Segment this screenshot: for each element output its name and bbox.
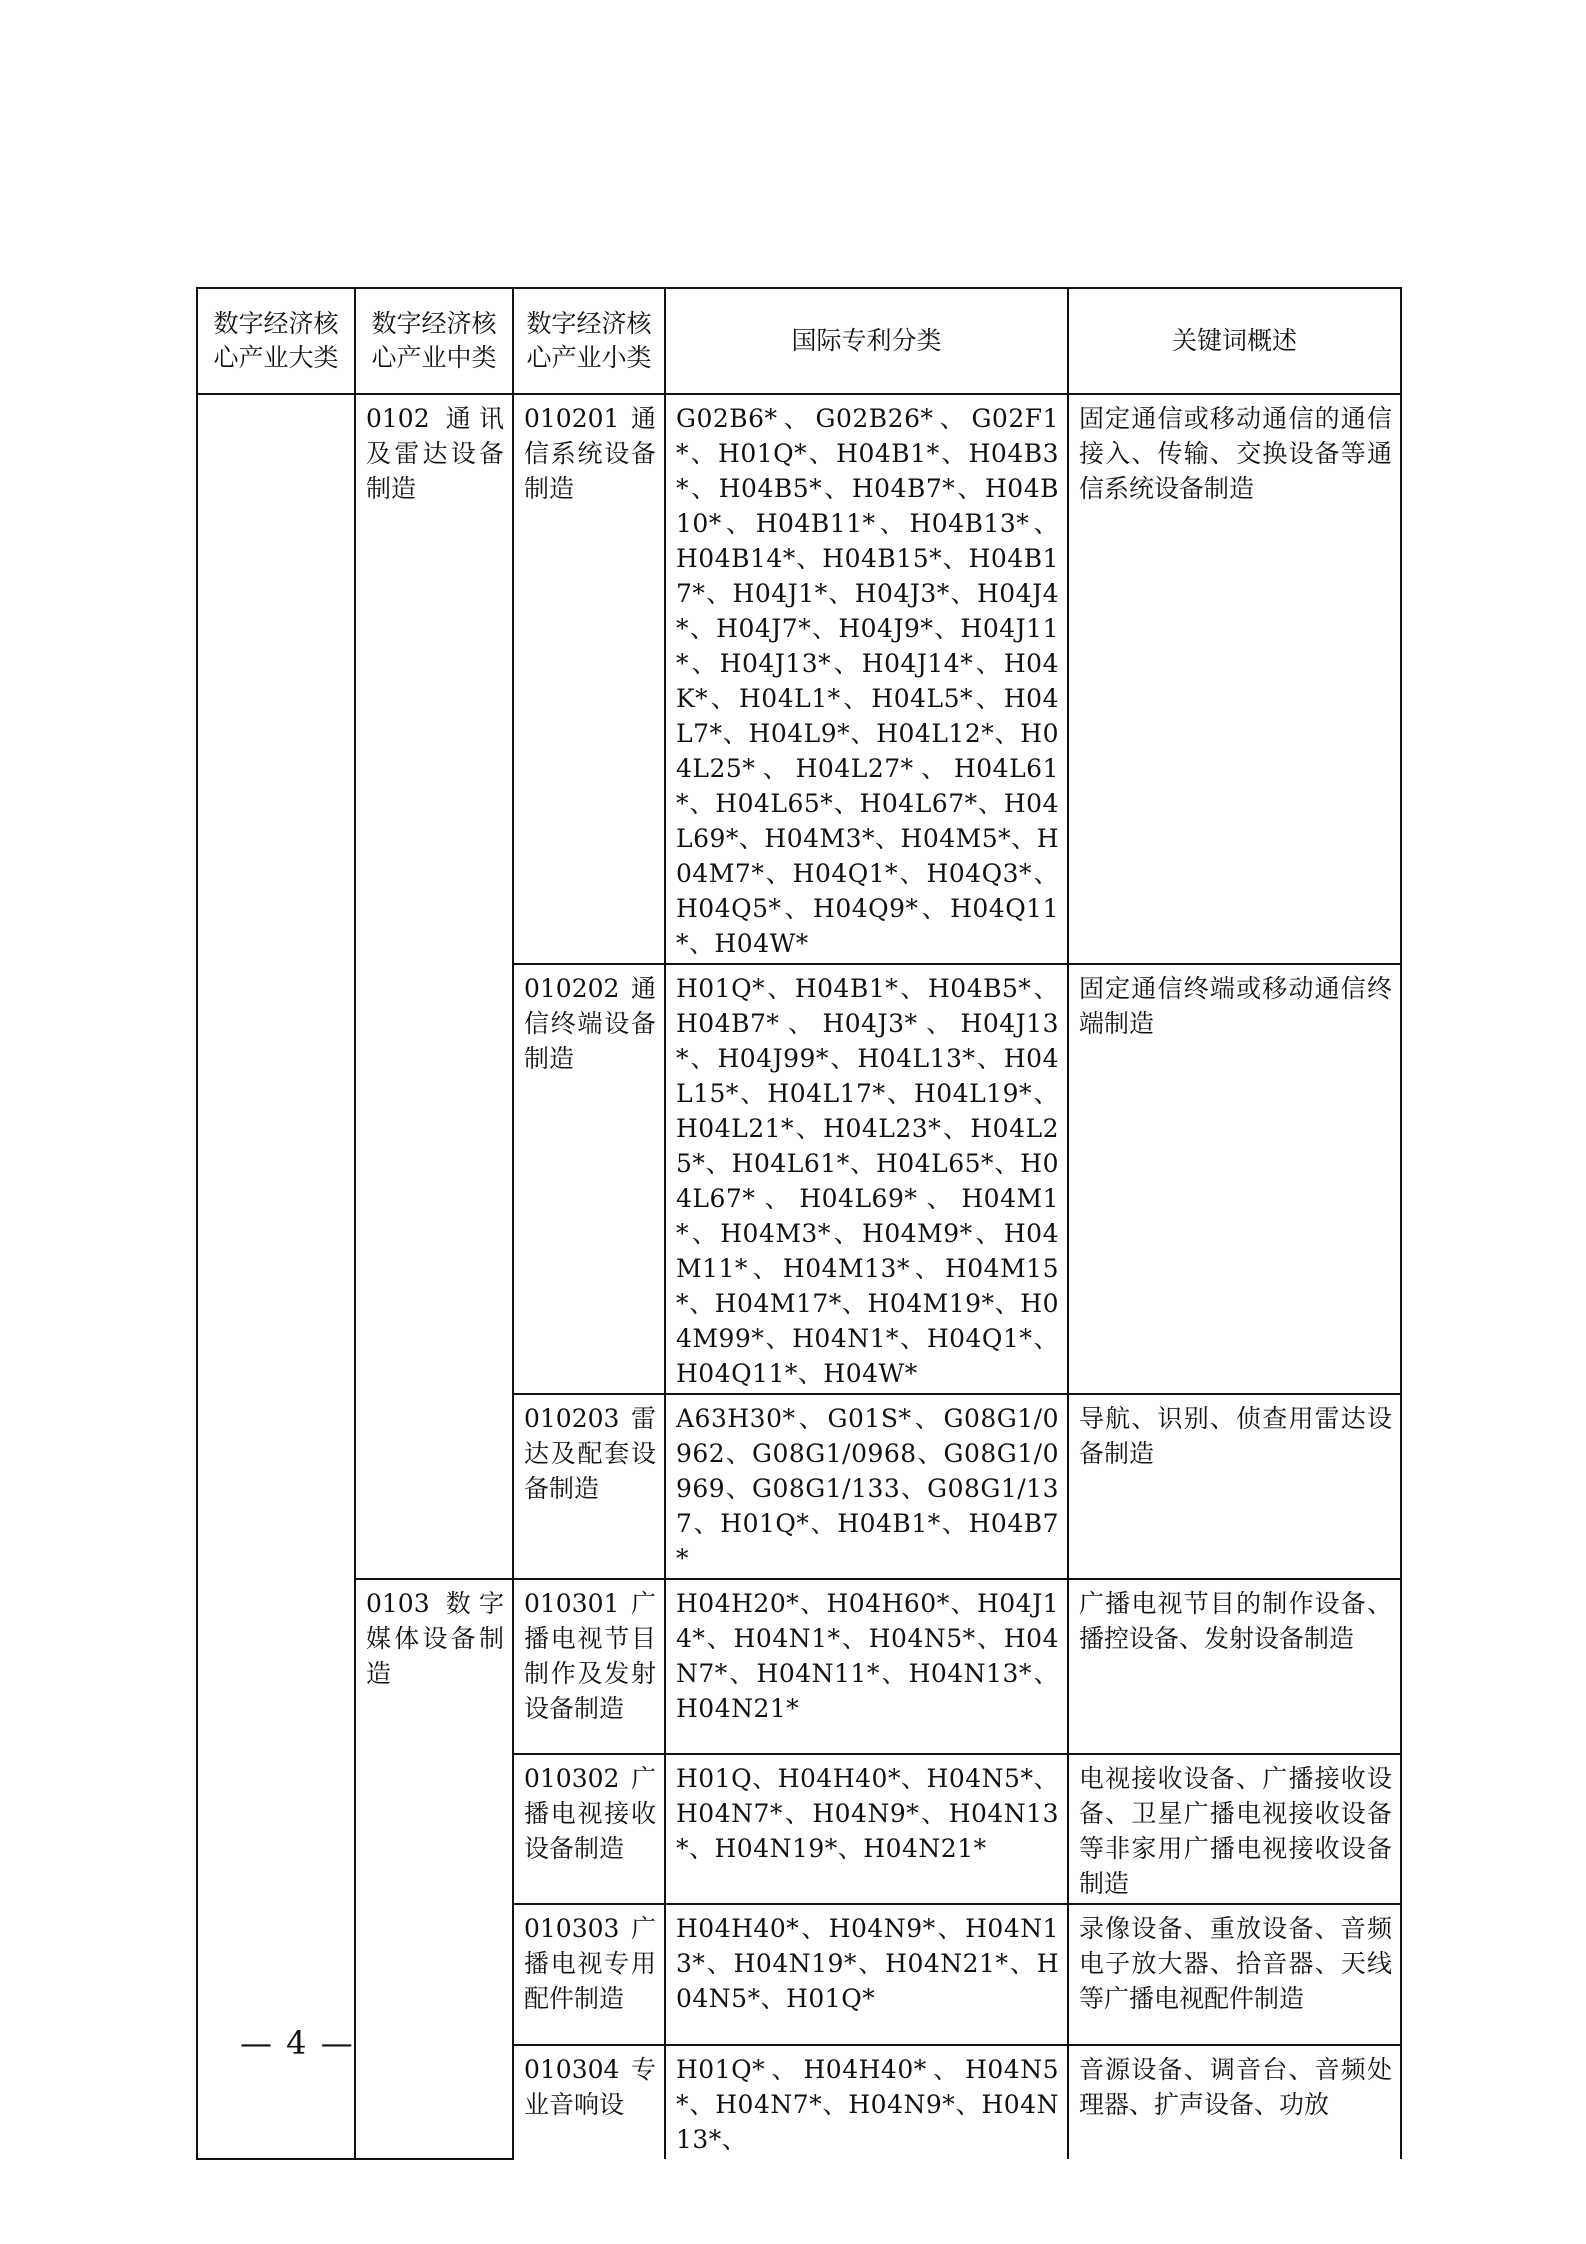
digital-economy-ipc-table — [196, 287, 1402, 2160]
keywords-cell: 音源设备、调音台、音频处理器、扩声设备、功放 — [1068, 2045, 1401, 2159]
keywords-cell: 导航、识别、侦查用雷达设备制造 — [1068, 1394, 1401, 1579]
major-class-cell — [197, 394, 355, 2159]
sub-class-cell: 010304 专业音响设 — [513, 2045, 665, 2159]
ipc-cell: H01Q*、H04B1*、H04B5*、H04B7*、H04J3*、H04J13*、H04J99*、H04L13*、H04L15*、H04L17*、H04L19*、H04L21*、H04L23*、H04L25*、H04L61*、H04L65*、H04L67*、H04L69*、H04M1*、H04M3*、H04M9*、H04M11*、H04M13*、H04M15*、H04M17*、H04M19*、H04M99*、H04N1*、H04Q1*、H04Q11*、H04W* — [665, 964, 1068, 1394]
header-ipc: 国际专利分类 — [665, 288, 1068, 394]
page-number: — 4 — — [240, 2024, 355, 2062]
sub-class-cell: 010203 雷达及配套设备制造 — [513, 1394, 665, 1579]
table-row — [197, 1579, 1401, 1754]
sub-class-cell: 010303 广播电视专用配件制造 — [513, 1904, 665, 2045]
sub-class-cell: 010202 通信终端设备制造 — [513, 964, 665, 1394]
ipc-cell: G02B6*、G02B26*、G02F1*、H01Q*、H04B1*、H04B3*、H04B5*、H04B7*、H04B10*、H04B11*、H04B13*、H04B14*、H04B15*、H04B17*、H04J1*、H04J3*、H04J4*、H04J7*、H04J9*、H04J11*、H04J13*、H04J14*、H04K*、H04L1*、H04L5*、H04L7*、H04L9*、H04L12*、H04L25*、H04L27*、H04L61*、H04L65*、H04L67*、H04L69*、H04M3*、H04M5*、H04M7*、H04Q1*、H04Q3*、H04Q5*、H04Q9*、H04Q11*、H04W* — [665, 394, 1068, 964]
keywords-cell: 电视接收设备、广播接收设备、卫星广播电视接收设备等非家用广播电视接收设备制造 — [1068, 1754, 1401, 1904]
middle-class-cell: 0102 通讯及雷达设备制造 — [355, 394, 513, 1579]
sub-class-cell: 010302 广播电视接收设备制造 — [513, 1754, 665, 1904]
table-header-row — [197, 288, 1401, 394]
sub-class-cell: 010201 通信系统设备制造 — [513, 394, 665, 964]
sub-class-cell: 010301 广播电视节目制作及发射设备制造 — [513, 1579, 665, 1754]
header-major-class: 数字经济核心产业大类 — [197, 288, 355, 394]
keywords-cell: 固定通信终端或移动通信终端制造 — [1068, 964, 1401, 1394]
keywords-cell: 固定通信或移动通信的通信接入、传输、交换设备等通信系统设备制造 — [1068, 394, 1401, 964]
ipc-cell: H04H40*、H04N9*、H04N13*、H04N19*、H04N21*、H04N5*、H01Q* — [665, 1904, 1068, 2045]
table-row — [197, 394, 1401, 964]
header-middle-class: 数字经济核心产业中类 — [355, 288, 513, 394]
header-sub-class: 数字经济核心产业小类 — [513, 288, 665, 394]
header-keywords: 关键词概述 — [1068, 288, 1401, 394]
ipc-cell: H01Q*、H04H40*、H04N5*、H04N7*、H04N9*、H04N13*、 — [665, 2045, 1068, 2159]
keywords-cell: 广播电视节目的制作设备、播控设备、发射设备制造 — [1068, 1579, 1401, 1754]
middle-class-cell: 0103 数字媒体设备制造 — [355, 1579, 513, 2159]
ipc-cell: A63H30*、G01S*、G08G1/0962、G08G1/0968、G08G1/0969、G08G1/133、G08G1/137、H01Q*、H04B1*、H04B7* — [665, 1394, 1068, 1579]
keywords-cell: 录像设备、重放设备、音频电子放大器、拾音器、天线等广播电视配件制造 — [1068, 1904, 1401, 2045]
ipc-cell: H01Q、H04H40*、H04N5*、H04N7*、H04N9*、H04N13*、H04N19*、H04N21* — [665, 1754, 1068, 1904]
ipc-cell: H04H20*、H04H60*、H04J14*、H04N1*、H04N5*、H04N7*、H04N11*、H04N13*、H04N21* — [665, 1579, 1068, 1754]
